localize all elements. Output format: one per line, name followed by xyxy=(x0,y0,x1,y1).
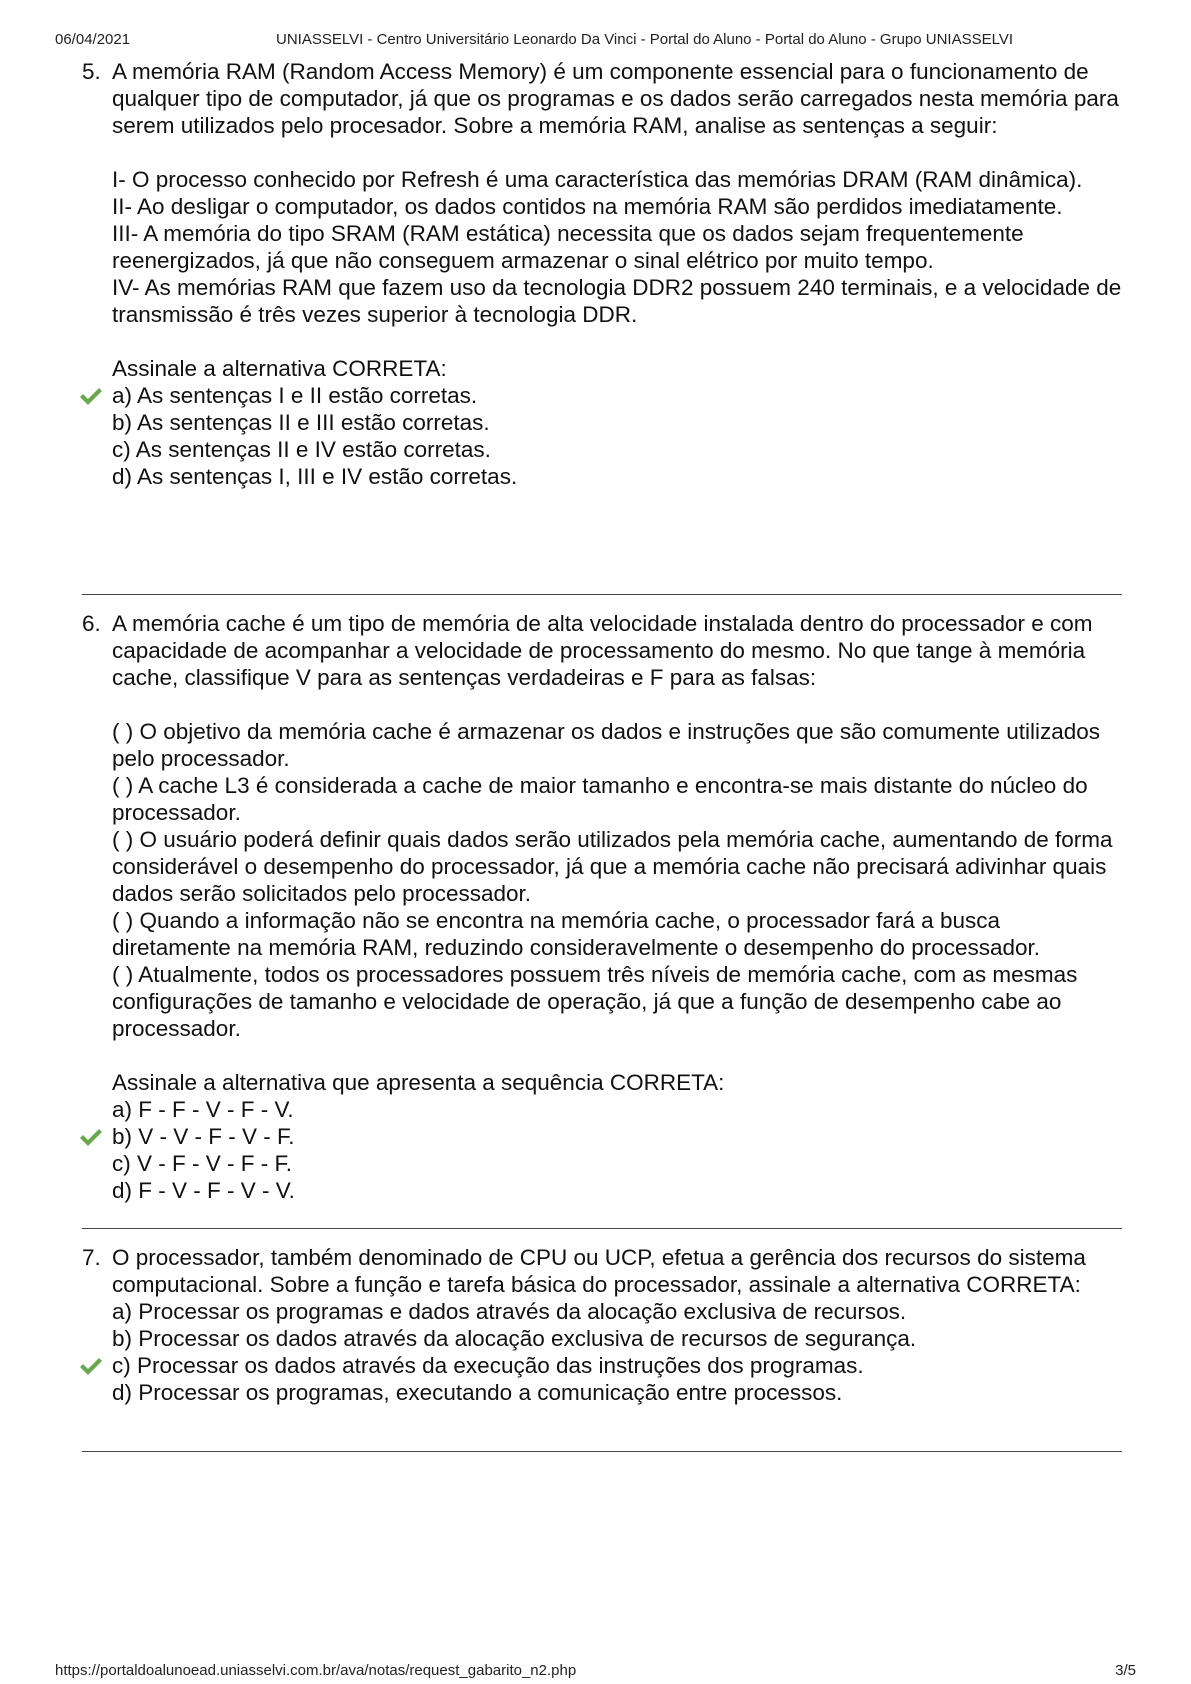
divider xyxy=(82,594,1122,595)
sentence: ( ) A cache L3 é considerada a cache de maior tamanho e encontra-se mais distante do núcleo do processador. xyxy=(112,773,1088,825)
option-a xyxy=(112,382,1122,409)
option-list xyxy=(112,1298,1122,1406)
instruction: Assinale a alternativa que apresenta a sequência CORRETA: xyxy=(112,1070,725,1095)
option-label: d) As sentenças I, III e IV estão corretas. xyxy=(112,464,518,489)
question-number: 6. xyxy=(82,611,101,636)
instruction: Assinale a alternativa CORRETA: xyxy=(112,356,447,381)
sentence: ( ) O usuário poderá definir quais dados serão utilizados pela memória cache, aumentando de forma considerável o desempenho do processador, já que a memória cache não precisará adivinhar quais dados serão solicitados pelo processador. xyxy=(112,827,1113,906)
option-b xyxy=(112,1123,1122,1150)
option-label: b) V - V - F - V - F. xyxy=(112,1124,295,1149)
divider xyxy=(82,1228,1122,1229)
option-c xyxy=(112,436,1122,463)
sentence: IV- As memórias RAM que fazem uso da tecnologia DDR2 possuem 240 terminais, e a velocidade de transmissão é três vezes superior à tecnologia DDR. xyxy=(112,275,1122,327)
question-5 xyxy=(82,58,1122,490)
page-number: 3/5 xyxy=(1115,1662,1136,1679)
question-6 xyxy=(82,610,1122,1204)
sentence-list xyxy=(112,718,1122,1042)
print-date: 06/04/2021 xyxy=(55,31,131,48)
option-d xyxy=(112,463,1122,490)
option-label: b) As sentenças II e III estão corretas. xyxy=(112,410,490,435)
option-label: a) F - F - V - F - V. xyxy=(112,1097,294,1122)
option-label: d) F - V - F - V - V. xyxy=(112,1178,295,1203)
check-mark-icon xyxy=(79,1127,103,1147)
option-label: b) Processar os dados através da alocação exclusiva de recursos de segurança. xyxy=(112,1326,917,1351)
page-url: https://portaldoalunoead.uniasselvi.com.br/ava/notas/request_gabarito_n2.php xyxy=(55,1662,577,1679)
sentence: ( ) Atualmente, todos os processadores possuem três níveis de memória cache, com as mesmas configurações de tamanho e velocidade de operação, já que a função de desempenho cabe ao processador. xyxy=(112,962,1078,1041)
question-number: 5. xyxy=(82,59,101,84)
sentence: III- A memória do tipo SRAM (RAM estática) necessita que os dados sejam frequentemente reenergizados, já que não conseguem armazenar o sinal elétrico por muito tempo. xyxy=(112,221,1024,273)
question-text: O processador, também denominado de CPU ou UCP, efetua a gerência dos recursos do sistema computacional. Sobre a função e tarefa básica do processador, assinale a alternativa CORRETA: xyxy=(112,1245,1086,1297)
question-number: 7. xyxy=(82,1245,101,1270)
check-mark-icon xyxy=(79,1356,103,1376)
sentence: ( ) O objetivo da memória cache é armazenar os dados e instruções que são comumente utilizados pelo processador. xyxy=(112,719,1101,771)
option-d xyxy=(112,1177,1122,1204)
page-title: UNIASSELVI - Centro Universitário Leonardo Da Vinci - Portal do Aluno - Portal do Aluno - Grupo UNIASSELVI xyxy=(276,31,1014,48)
option-list xyxy=(112,1096,1122,1204)
option-c xyxy=(112,1150,1122,1177)
question-text: A memória cache é um tipo de memória de alta velocidade instalada dentro do processador e com capacidade de acompanhar a velocidade de processamento do mesmo. No que tange à memória cache, classifique V para as sentenças verdadeiras e F para as falsas: xyxy=(112,611,1093,690)
option-label: c) V - F - V - F - F. xyxy=(112,1151,292,1176)
sentence: I- O processo conhecido por Refresh é uma característica das memórias DRAM (RAM dinâmica). xyxy=(112,167,1083,192)
option-label: c) As sentenças II e IV estão corretas. xyxy=(112,437,491,462)
check-mark-icon xyxy=(79,386,103,406)
sentence: ( ) Quando a informação não se encontra na memória cache, o processador fará a busca diretamente na memória RAM, reduzindo consideravelmente o desempenho do processador. xyxy=(112,908,1041,960)
divider xyxy=(82,1451,1122,1452)
sentence-list xyxy=(112,166,1122,328)
option-a xyxy=(112,1298,1122,1325)
option-b xyxy=(112,1325,1122,1352)
option-label: d) Processar os programas, executando a comunicação entre processos. xyxy=(112,1380,843,1405)
sentence: II- Ao desligar o computador, os dados contidos na memória RAM são perdidos imediatamente. xyxy=(112,194,1063,219)
option-label: c) Processar os dados através da execução das instruções dos programas. xyxy=(112,1353,864,1378)
option-d xyxy=(112,1379,1122,1406)
question-7 xyxy=(82,1244,1122,1406)
option-a xyxy=(112,1096,1122,1123)
option-label: a) Processar os programas e dados através da alocação exclusiva de recursos. xyxy=(112,1299,907,1324)
option-list xyxy=(112,382,1122,490)
question-text: A memória RAM (Random Access Memory) é um componente essencial para o funcionamento de qualquer tipo de computador, já que os programas e os dados serão carregados nesta memória para serem utilizados pelo procesador. Sobre a memória RAM, analise as sentenças a seguir: xyxy=(112,59,1119,138)
option-b xyxy=(112,409,1122,436)
option-label: a) As sentenças I e II estão corretas. xyxy=(112,383,478,408)
option-c xyxy=(112,1352,1122,1379)
